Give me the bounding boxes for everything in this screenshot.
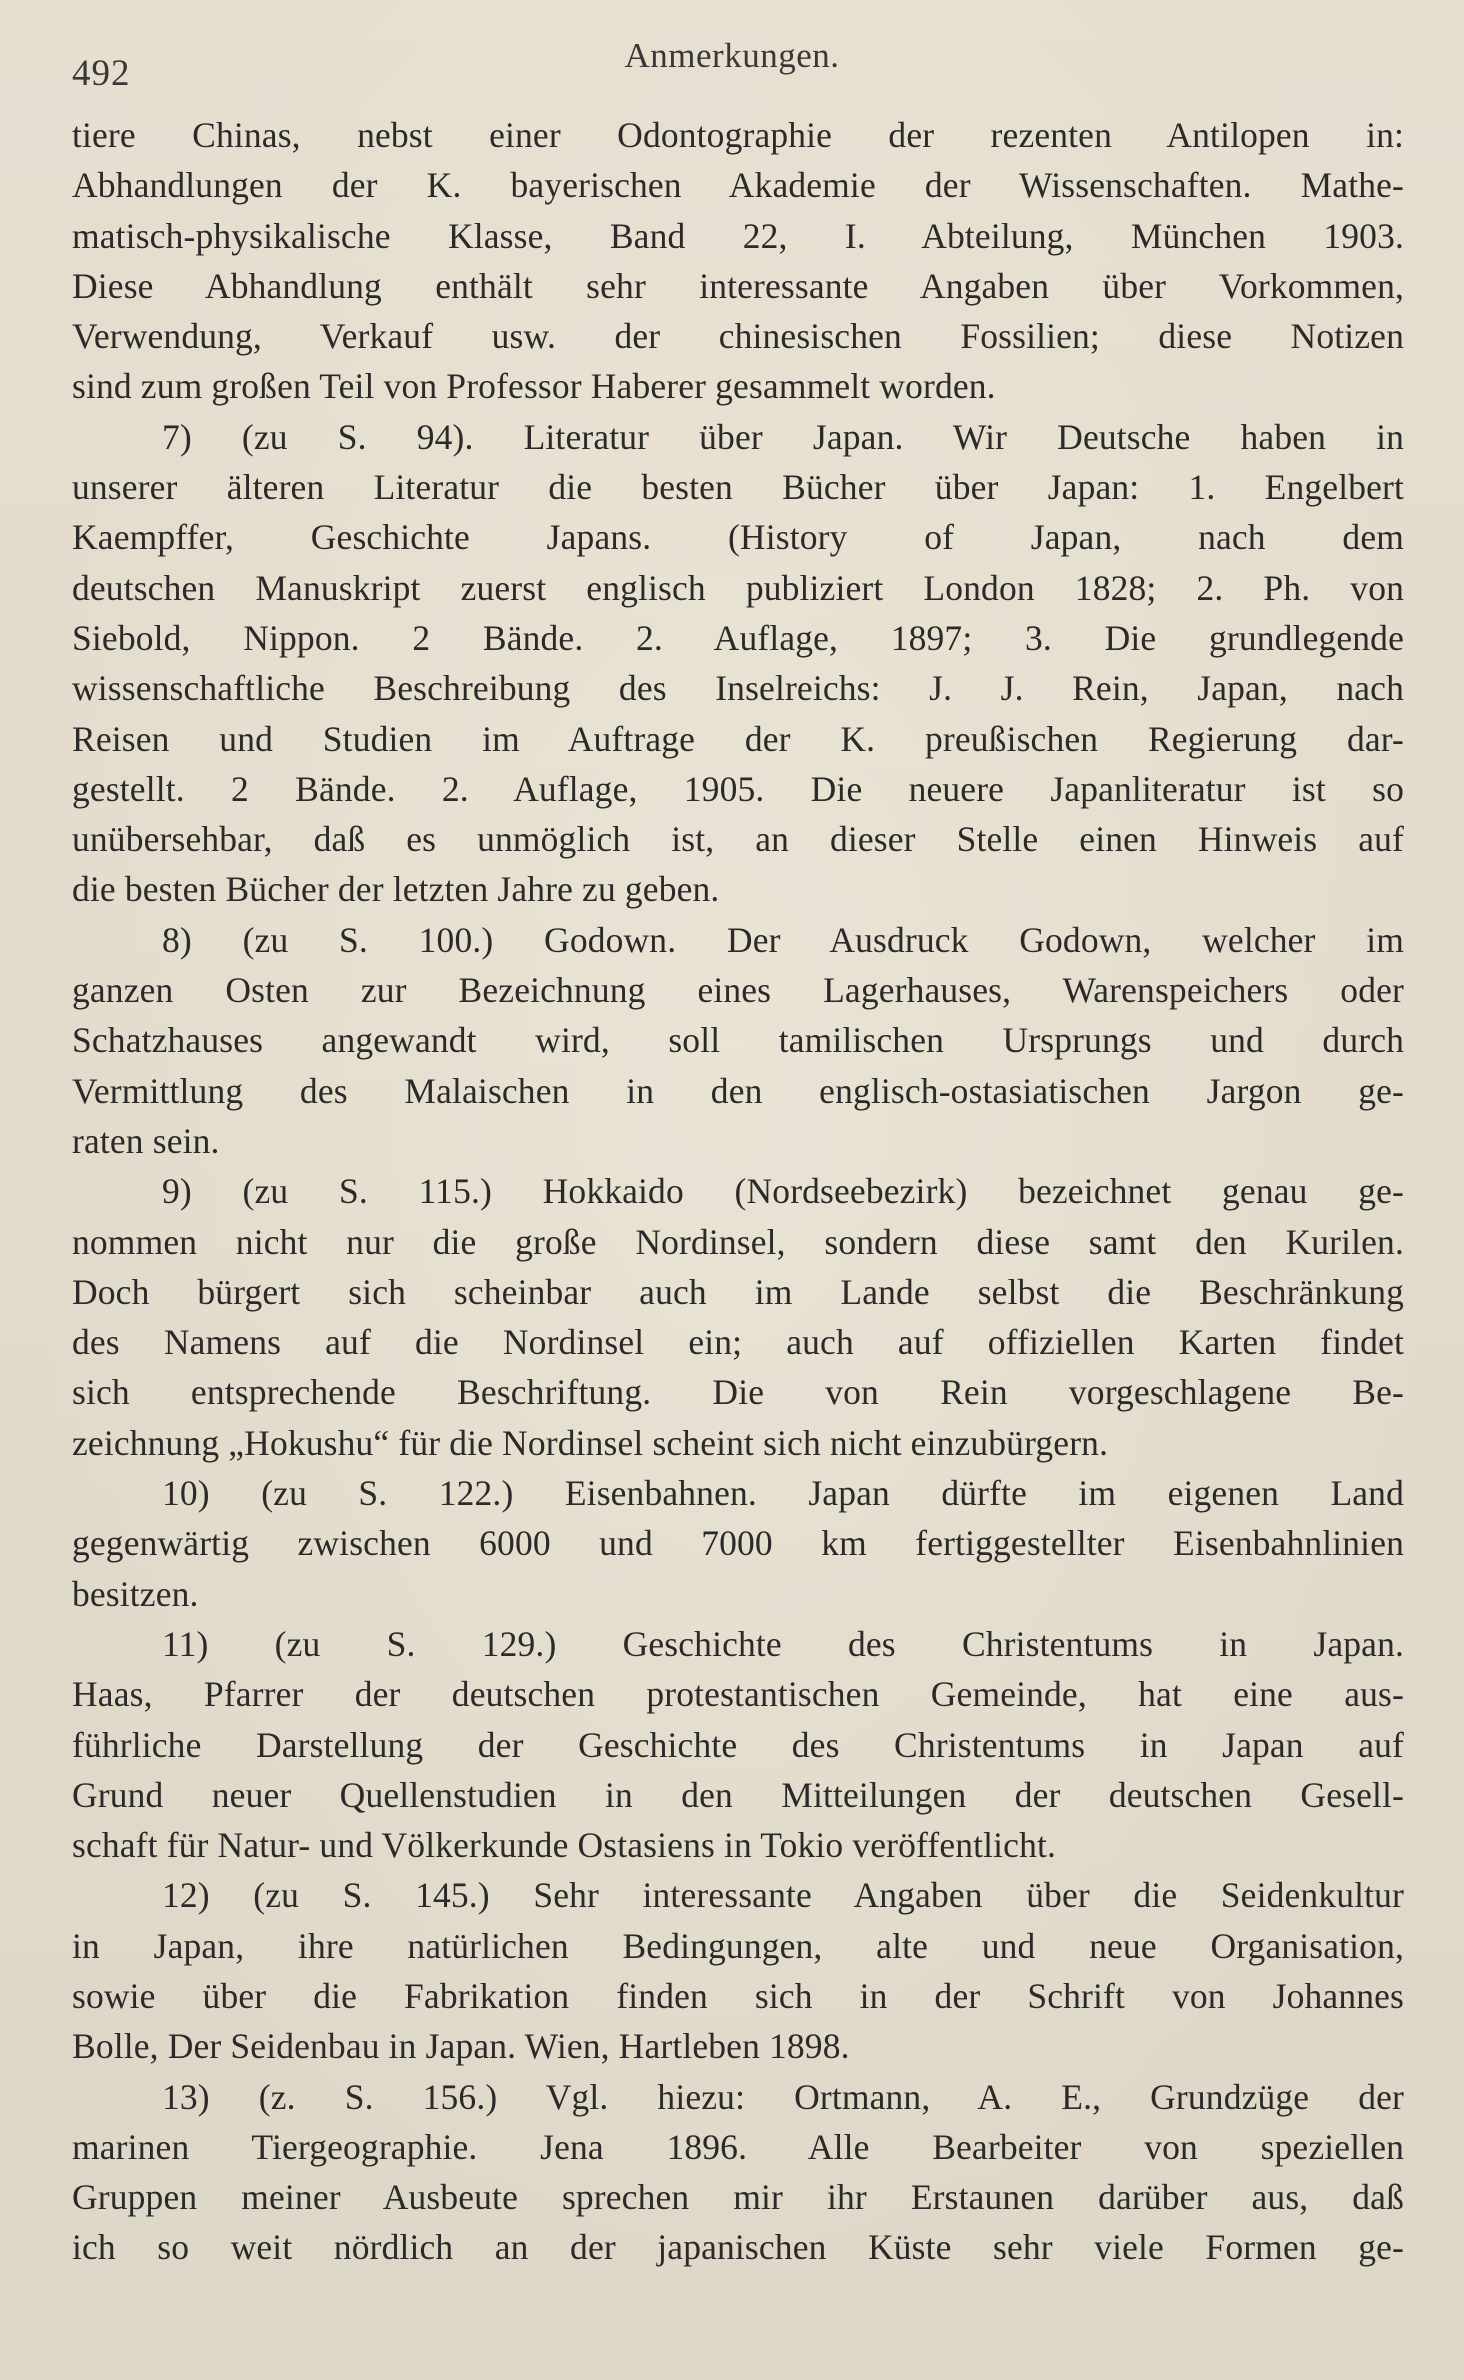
text-line: zeichnung „Hokushu“ für die Nordinsel scheint sich nicht einzubürgern. [72,1422,1109,1463]
text-line: gestellt. 2 Bände. 2. Auflage, 1905. Die neuere Japanliteratur ist so [72,768,1404,809]
text-line: schaft für Natur- und Völkerkunde Ostasiens in Tokio veröffentlicht. [72,1825,1057,1866]
text-line: Gruppen meiner Ausbeute sprechen mir ihr Erstaunen darüber aus, daß [72,2177,1404,2218]
text-line: ganzen Osten zur Bezeichnung eines Lagerhauses, Warenspeichers oder [72,970,1404,1011]
text-line: sowie über die Fabrikation finden sich in der Schrift von Johannes [72,1975,1404,2016]
text-line: Vermittlung des Malaischen in den englisch-ostasiatischen Jargon ge- [72,1070,1404,1111]
text-line: marinen Tiergeographie. Jena 1896. Alle Bearbeiter von speziellen [72,2126,1404,2167]
text-line: in Japan, ihre natürlichen Bedingungen, alte und neue Organisation, [72,1925,1404,1966]
note-13-start: 13) (z. S. 156.) Vgl. hiezu: Ortmann, A. E., Grundzüge der [162,2076,1404,2117]
text-line: raten sein. [72,1120,220,1161]
text-line: Grund neuer Quellenstudien in den Mitteilungen der deutschen Gesell- [72,1774,1404,1815]
note-11-start: 11) (zu S. 129.) Geschichte des Christentums in Japan. [162,1623,1404,1664]
text-line: wissenschaftliche Beschreibung des Inselreichs: J. J. Rein, Japan, nach [72,668,1404,709]
text-line: Bolle, Der Seidenbau in Japan. Wien, Hartleben 1898. [72,2026,850,2067]
text-line: Kaempffer, Geschichte Japans. (History of Japan, nach dem [72,517,1404,558]
text-line: Schatzhauses angewandt wird, soll tamilischen Ursprungs und durch [72,1020,1404,1061]
text-line: die besten Bücher der letzten Jahre zu geben. [72,869,720,910]
body-text [72,110,1404,2273]
text-line: unserer älteren Literatur die besten Bücher über Japan: 1. Engelbert [72,467,1404,508]
text-line: tiere Chinas, nebst einer Odontographie der rezenten Antilopen in: [72,115,1404,155]
text-line: des Namens auf die Nordinsel ein; auch auf offiziellen Karten findet [72,1322,1404,1363]
text-line: sind zum großen Teil von Professor Haberer gesammelt worden. [72,366,996,407]
note-8-start: 8) (zu S. 100.) Godown. Der Ausdruck Godown, welcher im [162,919,1404,960]
text-line: unübersehbar, daß es unmöglich ist, an dieser Stelle einen Hinweis auf [72,819,1404,860]
text-line: deutschen Manuskript zuerst englisch publiziert London 1828; 2. Ph. von [72,567,1404,608]
note-9-start: 9) (zu S. 115.) Hokkaido (Nordseebezirk) bezeichnet genau ge- [162,1171,1404,1212]
note-7-start: 7) (zu S. 94). Literatur über Japan. Wir Deutsche haben in [162,416,1404,457]
text-line: gegenwärtig zwischen 6000 und 7000 km fertiggestellter Eisenbahnlinien [72,1523,1404,1564]
text-line: Verwendung, Verkauf usw. der chinesischen Fossilien; diese Notizen [72,316,1404,357]
note-10-start: 10) (zu S. 122.) Eisenbahnen. Japan dürfte im eigenen Land [162,1473,1404,1514]
text-line: Reisen und Studien im Auftrage der K. preußischen Regierung dar- [72,718,1404,759]
note-12-start: 12) (zu S. 145.) Sehr interessante Angaben über die Seidenkultur [162,1875,1404,1916]
running-head: Anmerkungen. [624,36,840,75]
text-line: sich entsprechende Beschriftung. Die von Rein vorgeschlagene Be- [72,1372,1404,1413]
text-line: Haas, Pfarrer der deutschen protestantischen Gemeinde, hat eine aus- [72,1674,1404,1715]
page-header [0,30,1464,94]
text-line: besitzen. [72,1573,199,1614]
text-line: nommen nicht nur die große Nordinsel, sondern diese samt den Kurilen. [72,1221,1404,1262]
text-line: Diese Abhandlung enthält sehr interessante Angaben über Vorkommen, [72,265,1404,306]
page-number: 492 [72,53,131,94]
text-line: führliche Darstellung der Geschichte des Christentums in Japan auf [72,1724,1404,1765]
text-line: ich so weit nördlich an der japanischen Küste sehr viele Formen ge- [72,2227,1404,2268]
text-line: matisch-physikalische Klasse, Band 22, I. Abteilung, München 1903. [72,215,1404,256]
text-line: Siebold, Nippon. 2 Bände. 2. Auflage, 1897; 3. Die grundlegende [72,617,1404,658]
text-line: Abhandlungen der K. bayerischen Akademie der Wissenschaften. Mathe- [72,165,1404,206]
text-line: Doch bürgert sich scheinbar auch im Lande selbst die Beschränkung [72,1271,1404,1312]
